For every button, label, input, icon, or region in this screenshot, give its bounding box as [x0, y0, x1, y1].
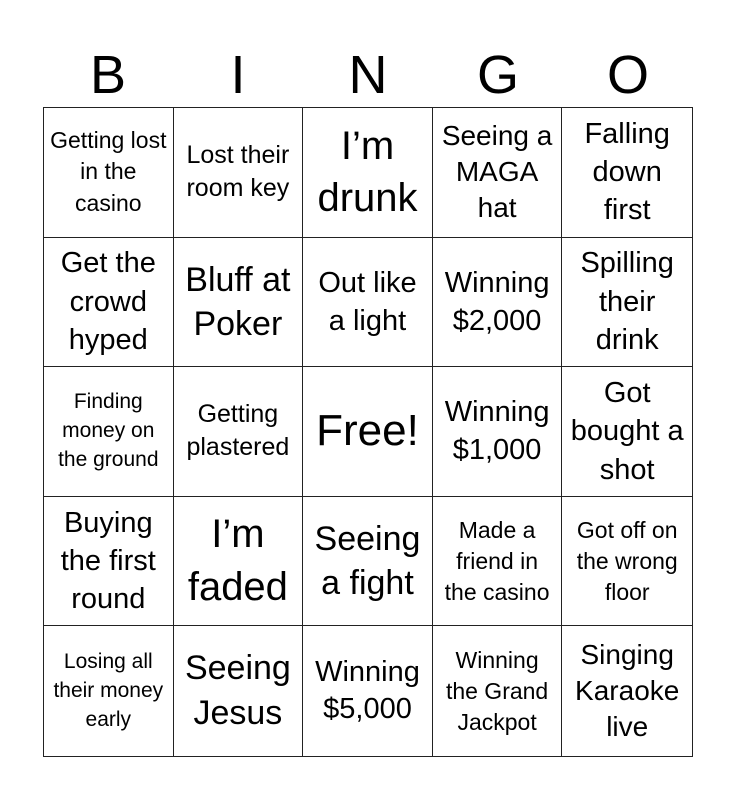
cell-label: Losing all their money early [53, 649, 164, 731]
bingo-cell[interactable] [433, 238, 563, 368]
cell-label: Winning $5,000 [315, 655, 420, 726]
bingo-cell[interactable] [433, 626, 563, 756]
cell-label: I’m faded [187, 512, 288, 610]
bingo-cell[interactable] [562, 238, 692, 368]
cell-label: Falling down first [584, 117, 670, 227]
header-letter-n: N [348, 45, 388, 105]
bingo-cell[interactable] [174, 108, 304, 238]
bingo-cell[interactable] [303, 238, 433, 368]
bingo-cell[interactable] [433, 367, 563, 497]
bingo-cell[interactable] [44, 108, 174, 238]
cell-label: Getting lost in the casino [50, 126, 167, 217]
cell-label: Got bought a shot [570, 377, 684, 486]
free-space-label: Free! [316, 406, 419, 456]
cell-label: Winning the Grand Jackpot [445, 646, 549, 735]
bingo-cell[interactable] [562, 497, 692, 627]
bingo-cell[interactable] [44, 238, 174, 368]
bingo-cell[interactable] [44, 367, 174, 497]
cell-label: Spilling their drink [580, 247, 674, 357]
bingo-cell[interactable] [433, 497, 563, 627]
bingo-cell[interactable] [303, 626, 433, 756]
bingo-cell[interactable] [562, 108, 692, 238]
cell-label: Winning $1,000 [444, 396, 550, 467]
bingo-board [43, 107, 693, 757]
cell-label: Singing Karaoke live [575, 638, 680, 743]
cell-label: Finding money on the ground [58, 390, 159, 471]
header-letter-g: G [476, 45, 519, 105]
cell-label: Getting plastered [186, 400, 290, 462]
bingo-cell[interactable] [174, 497, 304, 627]
header-letter-b: B [89, 45, 127, 105]
header-letter-i: I [230, 45, 246, 105]
cell-label: Seeing Jesus [184, 649, 291, 733]
cell-label: Made a friend in the casino [444, 516, 550, 605]
cell-label: Lost their room key [186, 141, 290, 203]
cell-label: Got off on the wrong floor [576, 516, 678, 605]
cell-label: Seeing a fight [314, 519, 421, 603]
cell-label: Seeing a MAGA hat [441, 119, 553, 224]
bingo-cell[interactable] [562, 626, 692, 756]
cell-label: Get the crowd hyped [60, 247, 156, 357]
bingo-cell[interactable] [303, 108, 433, 238]
bingo-cell[interactable] [303, 497, 433, 627]
bingo-header [43, 44, 693, 106]
cell-label: I’m drunk [317, 123, 418, 221]
bingo-cell[interactable] [433, 108, 563, 238]
bingo-cell[interactable] [44, 626, 174, 756]
cell-label: Winning $2,000 [444, 266, 550, 337]
bingo-cell[interactable] [44, 497, 174, 627]
bingo-cell[interactable] [562, 367, 692, 497]
cell-label: Buying the first round [60, 506, 156, 616]
header-letter-o: O [606, 45, 649, 105]
cell-label: Bluff at Poker [185, 260, 291, 343]
bingo-cell[interactable] [174, 626, 304, 756]
free-space-cell[interactable] [303, 367, 433, 497]
cell-label: Out like a light [318, 266, 417, 337]
bingo-cell[interactable] [174, 367, 304, 497]
bingo-cell[interactable] [174, 238, 304, 368]
